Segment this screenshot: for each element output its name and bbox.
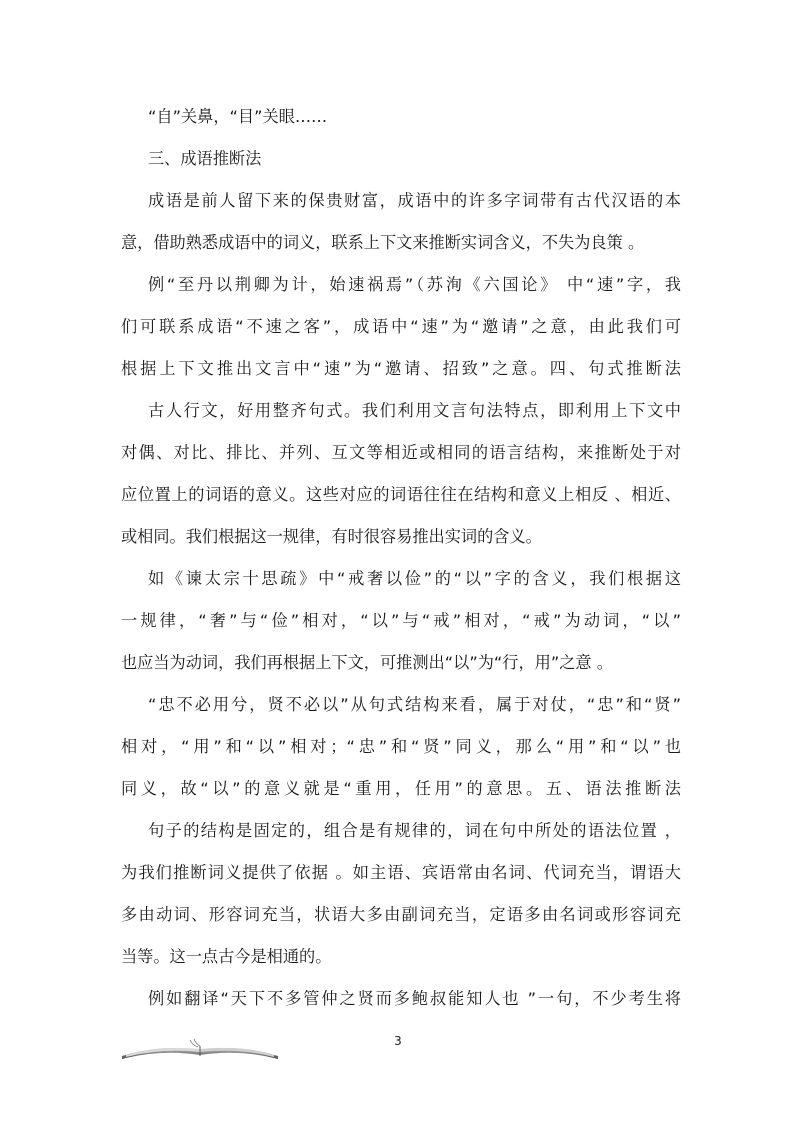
text-line: 如《谏太宗十思疏》中“戒奢以俭”的“以”字的含义，我们根据这 — [148, 569, 681, 588]
text-line: 或相同。我们根据这一规律，有时很容易推出实词的含义。 — [121, 527, 542, 546]
page-footer — [0, 1030, 794, 1070]
text-line: 例如翻译“天下不多管仲之贤而多鲍叔能知人也 ”一句，不少考生将 — [148, 989, 681, 1008]
text-line: 意，借助熟悉成语中的词义，联系上下文来推断实词含义，不失为良策 。 — [121, 233, 645, 252]
text-line: 为我们推断词义提供了依据 。如主语、宾语常由名词、代词充当，谓语大 — [121, 863, 681, 882]
text-line: “自”关鼻，“目”关眼…… — [148, 107, 328, 126]
text-line: 句子的结构是固定的，组合是有规律的，词在句中所处的语法位置 ， — [148, 821, 681, 840]
text-line: “忠不必用兮，贤不必以”从句式结构来看，属于对仗，“忠”和“贤” — [148, 695, 681, 714]
text-line: 同义，故“以”的意义就是“重用，任用”的意思。五、语法推断法 — [121, 779, 681, 798]
text-line: 们可联系成语“不速之客”，成语中“速”为“邀请”之意，由此我们可 — [121, 317, 681, 336]
text-line: 应位置上的词语的意义。这些对应的词语往往在结构和意义上相反 、相近、 — [121, 485, 681, 504]
section-heading: 三、成语推断法 — [148, 149, 262, 168]
text-line: 例“至丹以荆卿为计，始速祸焉”（苏洵《六国论》 中“速”字，我 — [148, 275, 681, 294]
document-body — [121, 96, 681, 1020]
text-line: 多由动词、形容词充当，状语大多由副词充当，定语多由名词或形容词充 — [121, 905, 681, 924]
text-line: 对偶、对比、排比、并列、互文等相近或相同的语言结构，来推断处于对 — [121, 443, 681, 462]
page-number: 3 — [394, 1034, 402, 1048]
text-line: 成语是前人留下来的保贵财富，成语中的许多字词带有古代汉语的本 — [148, 191, 681, 210]
text-line: 当等。这一点古今是相通的。 — [121, 947, 332, 966]
open-book-icon — [120, 1036, 280, 1060]
text-line: 一规律，“奢”与“俭”相对，“以”与“戒”相对，“戒”为动词，“以” — [121, 611, 681, 630]
text-line: 相对，“用”和“以”相对；“忠”和“贤”同义，那么“用”和“以”也 — [121, 737, 681, 756]
text-line: 也应当为动词，我们再根据上下文，可推测出“以”为“行，用”之意 。 — [121, 653, 613, 672]
text-line: 根据上下文推出文言中“速”为“邀请、招致”之意。四、句式推断法 — [121, 359, 681, 378]
text-line: 古人行文，好用整齐句式。我们利用文言句法特点，即利用上下文中 — [148, 401, 681, 420]
